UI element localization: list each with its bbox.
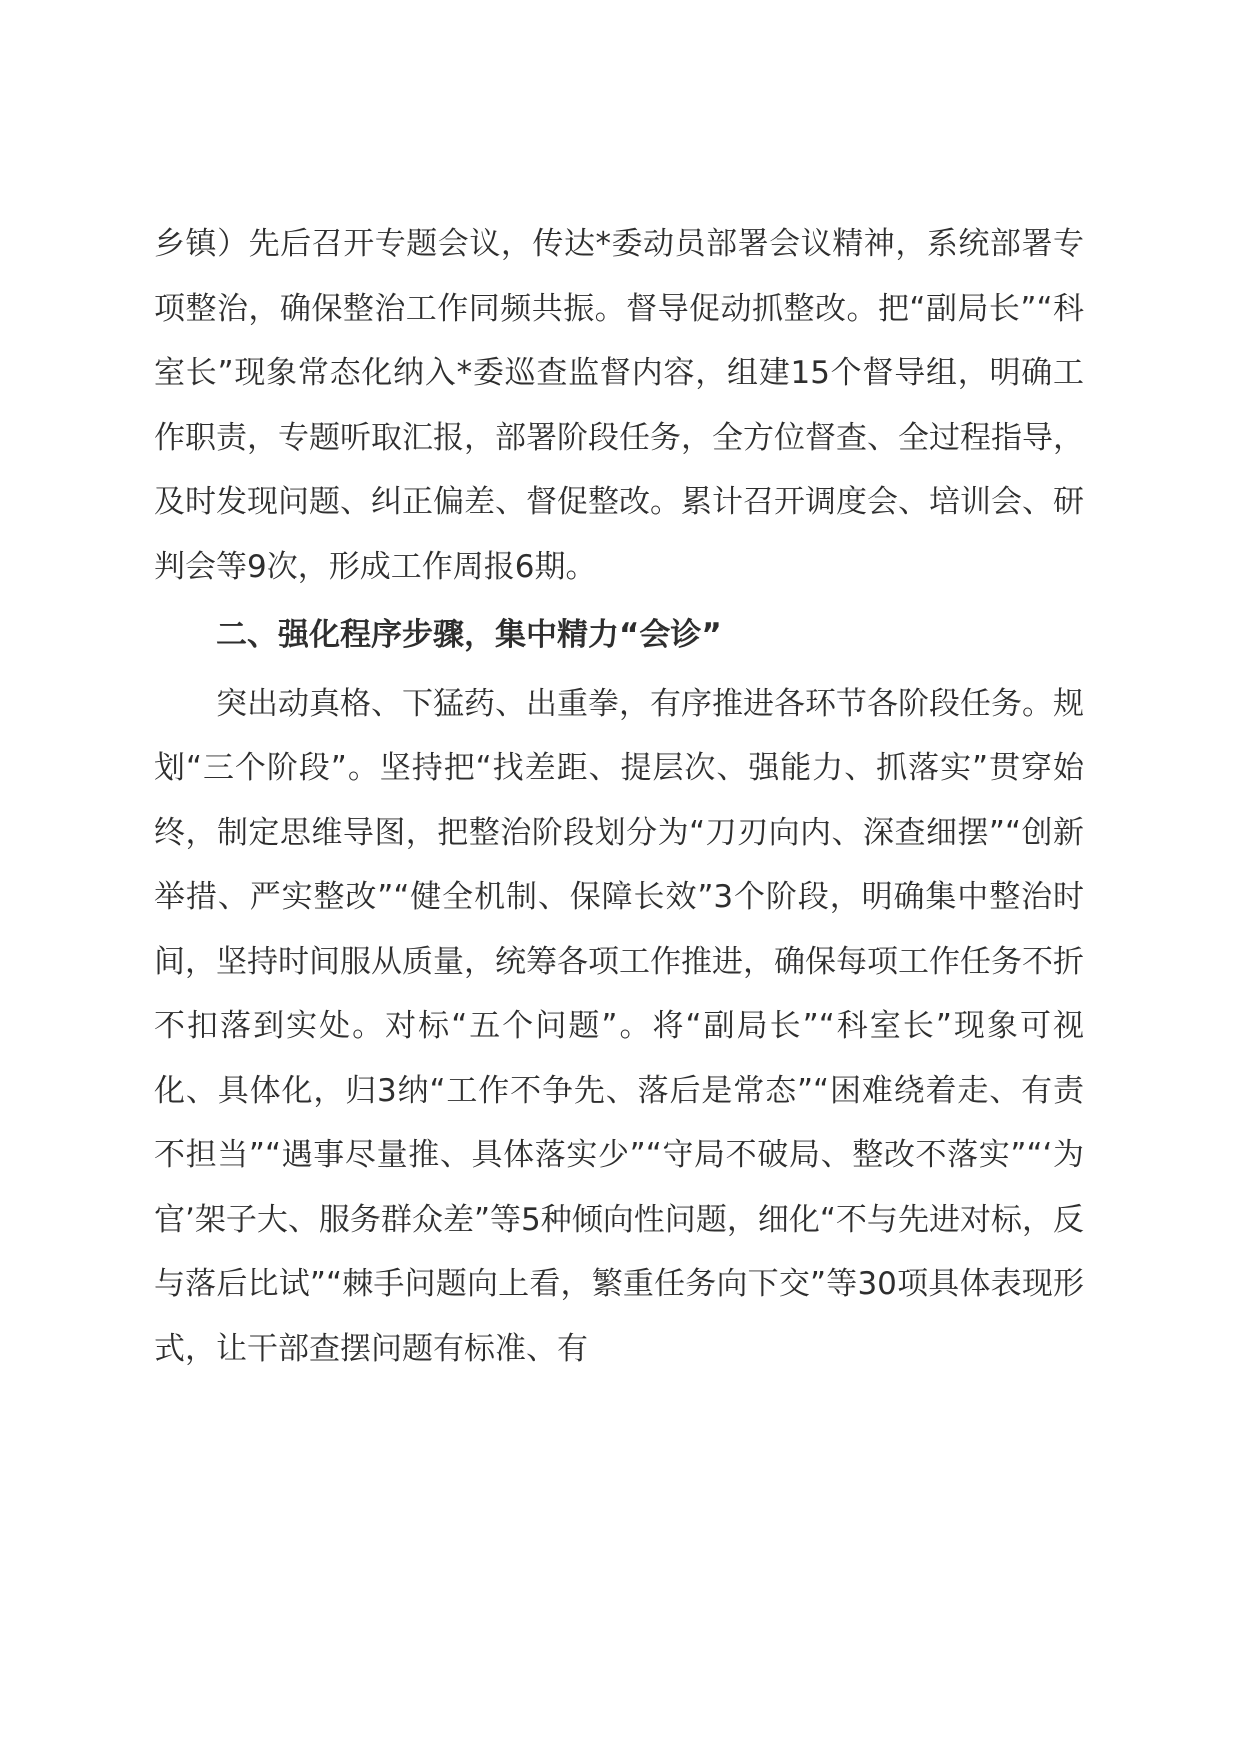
paragraph-2: 突出动真格、下猛药、出重拳，有序推进各环节各阶段任务。规划“三个阶段”。坚持把“找差距、提层次、强能力、抓落实”贯穿始终，制定思维导图，把整治阶段划分为“刀刃向内、深查细摆”“创新举措、严实整改”“健全机制、保障长效”3个阶段，明确集中整治时间，坚持时间服从质量，统筹各项工作推进，确保每项工作任务不折不扣落到实处。对标“五个问题”。将“副局长”“科室长”现象可视化、具体化，归3纳“工作不争先、落后是常态”“困难绕着走、有责不担当”“遇事尽量推、具体落实少”“守局不破局、整改不落实”“‘为官’架子大、服务群众差”等5种倾向性问题，细化“不与先进对标，反与落后比试”“棘手问题向上看，繁重任务向下交”等30项具体表现形式，让干部查摆问题有标准、有	[154, 685, 1084, 1367]
section-heading-2: 二、强化程序步骤，集中精力“会诊”	[216, 617, 722, 653]
paragraph-1: 乡镇）先后召开专题会议，传达*委动员部署会议精神，系统部署专项整治，确保整治工作同频共振。督导促动抓整改。把“副局长”“科室长”现象常态化纳入*委巡查监督内容，组建15个督导组，明确工作职责，专题听取汇报，部署阶段任务，全方位督查、全过程指导，及时发现问题、纠正偏差、督促整改。累计召开调度会、培训会、研判会等9次，形成工作周报6期。	[154, 226, 1084, 585]
document-body	[154, 212, 1084, 1381]
